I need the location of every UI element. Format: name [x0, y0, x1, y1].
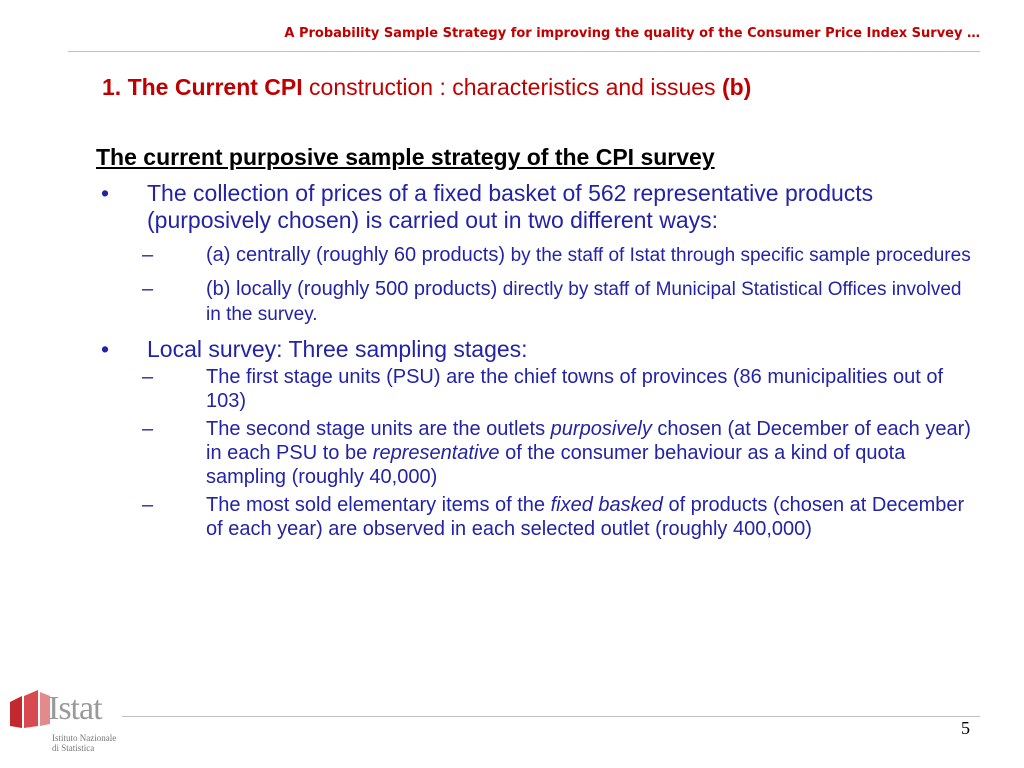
sub-item-text: The second stage units are the outlets: [206, 418, 551, 440]
slide-title: [102, 74, 751, 101]
logo-wordmark: Istat: [48, 690, 102, 727]
sub-item-text: (a) centrally (roughly 60 products): [206, 244, 511, 266]
header-divider: [68, 51, 980, 52]
sub-item-text: of the consumer behaviour as a kind of quota sampling (roughly 40,000): [206, 442, 906, 488]
dash-icon: –: [142, 366, 154, 388]
sub-item-text: of products (chosen at December of each year) are observed in each selected outlet (roughly 400,000): [206, 494, 965, 540]
sub-item-central: [96, 243, 976, 268]
footer-divider: [122, 716, 980, 717]
logo-subtitle-line2: di Statistica: [52, 743, 95, 753]
bullet-text: Local survey: Three sampling stages:: [147, 336, 528, 362]
bullet-icon: •: [101, 336, 110, 362]
sub-item-text: The first stage units (PSU) are the chief towns of provinces (86 municipalities out of 103): [206, 366, 944, 412]
section-subheading: The current purposive sample strategy of the CPI survey: [96, 144, 715, 170]
sub-item-emphasis: fixed basked: [550, 494, 663, 516]
sub-item-third-stage: [96, 493, 976, 541]
dash-icon: –: [142, 494, 154, 516]
dash-icon: –: [142, 418, 154, 440]
slide-title-part2: construction : characteristics and issues: [302, 74, 722, 100]
sub-item-text: chosen (at December of each year) in each PSU to be: [206, 418, 971, 464]
header-title: A Probability Sample Strategy for improving the quality of the Consumer Price Index Survey …: [284, 26, 980, 41]
slide-title-part3: (b): [721, 74, 752, 100]
logo-subtitle: [52, 733, 122, 753]
dash-icon: –: [142, 244, 154, 266]
slide-title-part1: 1. The Current CPI: [102, 74, 303, 100]
bullet-icon: •: [101, 180, 110, 206]
sub-item-text: (b) locally (roughly 500 products): [206, 278, 503, 300]
sub-item-emphasis: purposively: [550, 418, 652, 440]
logo-subtitle-line1: Istituto Nazionale: [52, 733, 117, 743]
bullet-item-basket: [96, 180, 976, 234]
sub-item-text-detail: by the staff of Istat through specific sample procedures: [510, 245, 971, 266]
sub-item-text: The most sold elementary items of the: [206, 494, 551, 516]
sub-item-second-stage: [96, 417, 976, 489]
dash-icon: –: [142, 278, 154, 300]
page-number: 5: [961, 718, 970, 738]
sub-item-emphasis: representative: [372, 442, 500, 464]
bullet-text: The collection of prices of a fixed basket of 562 representative products (purposively chosen) is carried out in two different ways:: [147, 180, 874, 233]
sub-item-text-detail: directly by staff of Municipal Statistical Offices involved in the survey.: [206, 279, 962, 325]
bullet-item-local-survey: [96, 336, 976, 363]
sub-item-first-stage: [96, 365, 976, 413]
sub-item-local: [96, 277, 976, 327]
slide-content: [96, 144, 976, 545]
